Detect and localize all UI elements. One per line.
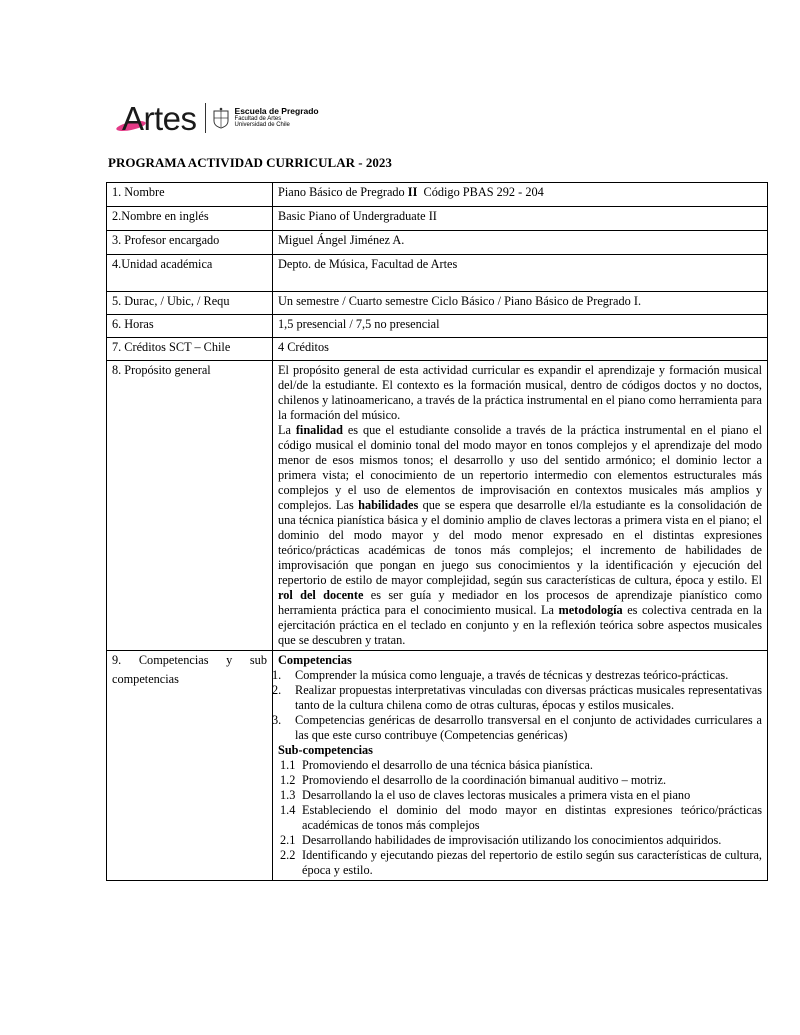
page-title: PROGRAMA ACTIVIDAD CURRICULAR - 2023 (108, 155, 392, 170)
university-seal-icon (212, 107, 230, 129)
row-value: 1,5 presencial / 7,5 no presencial (273, 315, 768, 338)
artes-logo (122, 98, 319, 138)
row-value: Piano Básico de Pregrado II Código PBAS 292 - 204 (273, 183, 768, 207)
row-value: Basic Piano of Undergraduate II (273, 207, 768, 231)
competencias-text (273, 651, 768, 881)
table-row (107, 315, 768, 338)
row-label: 4.Unidad académica (107, 255, 273, 292)
row-label: 5. Durac, / Ubic, / Requ (107, 292, 273, 315)
list-item: 3. Competencias genéricas de desarrollo transversal en el conjunto de actividades curriculares a las que este curso contribuye (Competencias genéricas) (272, 713, 762, 742)
list-item: 2. Realizar propuestas interpretativas vinculadas con diversas prácticas musicales representativas tanto de la cultura chilena como de otras culturas, épocas y estilos musicales. (272, 683, 762, 712)
table-row (107, 338, 768, 361)
purpose-label: 8. Propósito general (107, 361, 273, 651)
list-item: 2.2 Identificando y ejecutando piezas del repertorio de estilo según sus características de cultura, época y estilo. (280, 848, 762, 877)
competencias-list (272, 668, 762, 743)
logo-wordmark: Artes (122, 102, 197, 135)
program-table (106, 182, 768, 881)
list-item: 1. Comprender la música como lenguaje, a través de técnicas y destrezas teórico-prácticas. (272, 668, 729, 682)
row-value: Miguel Ángel Jiménez A. (273, 231, 768, 255)
purpose-paragraph-1: El propósito general de esta actividad curricular es expandir el aprendizaje y formación musical del/de la estudiante. El contexto es la formación musical, dentro de códigos doctos y no doctos, chilenos y latinoamericano, a través de la práctica instrumental en el piano como herramienta para la formación del músico. (278, 363, 762, 422)
table-row (107, 183, 768, 207)
list-item: 1.3 Desarrollando la el uso de claves lectoras musicales a primera vista en el piano (280, 788, 691, 802)
competencias-heading: Competencias (278, 653, 352, 667)
row-value: Un semestre / Cuarto semestre Ciclo Básico / Piano Básico de Pregrado I. (273, 292, 768, 315)
row-label: 3. Profesor encargado (107, 231, 273, 255)
list-item: 2.1 Desarrollando habilidades de improvisación utilizando los conocimientos adquiridos. (280, 833, 722, 847)
table-row (107, 651, 768, 881)
list-item: 1.2 Promoviendo el desarrollo de la coordinación bimanual auditivo – motriz. (280, 773, 667, 787)
row-value: 4 Créditos (273, 338, 768, 361)
logo-divider (205, 103, 206, 133)
competencias-label: 9. Competencias y sub competencias (107, 651, 273, 881)
purpose-text (273, 361, 768, 651)
table-row (107, 255, 768, 292)
row-value: Depto. de Música, Facultad de Artes (273, 255, 768, 292)
list-item: 1.4 Estableciendo el dominio del modo mayor en distintas expresiones teórico/prácticas académicas de tonos más complejos (280, 803, 762, 832)
table-row (107, 361, 768, 651)
row-label: 7. Créditos SCT – Chile (107, 338, 273, 361)
row-label: 6. Horas (107, 315, 273, 338)
subcompetencias-list (278, 758, 762, 878)
row-label: 1. Nombre (107, 183, 273, 207)
table-row (107, 207, 768, 231)
subcompetencias-heading: Sub-competencias (278, 743, 373, 757)
table-row (107, 292, 768, 315)
table-row (107, 231, 768, 255)
list-item: 1.1 Promoviendo el desarrollo de una técnica básica pianística. (280, 758, 593, 772)
row-label: 2.Nombre en inglés (107, 207, 273, 231)
logo-text: Escuela de Pregrado Facultad de Artes Universidad de Chile (234, 106, 319, 129)
purpose-paragraph-2: La finalidad es que el estudiante consolide a través de la práctica instrumental en el piano el código musical el dominio tonal del modo mayor en tonos complejos y el aprendizaje del modo menor de esos mismos tonos; el desarrollo y uso del sentido armónico; el dominio lector a primera vista; el conocimiento de un repertorio intermedio con elementos estructurales más complejos y el uso de elementos de improvisación en contextos musicales más amplios y complejos. Las habilidades que se espera que desarrolle el/la estudiante es la consolidación de una técnica pianística básica y el dominio amplio de claves lectoras a primera vista en el piano; el dominio del modo mayor y del modo menor expresado en el distintas expresiones teórico/prácticas académicas de tonos más complejos; el incremento de habilidades de improvisación que pongan en juego sus conocimientos y la identificación y ejecución del repertorio de estilo de mayor complejidad, según sus características de cultura, época y estilo. El rol del docente es ser guía y mediador en los procesos de aprendizaje pianístico como herramienta práctica para el conocimiento musical. La metodología es colectiva centrada en la ejercitación práctica en el teclado en conjunto y en la reflexión teórica sobre aspectos musicales que se descubren y tratan. (278, 423, 762, 647)
